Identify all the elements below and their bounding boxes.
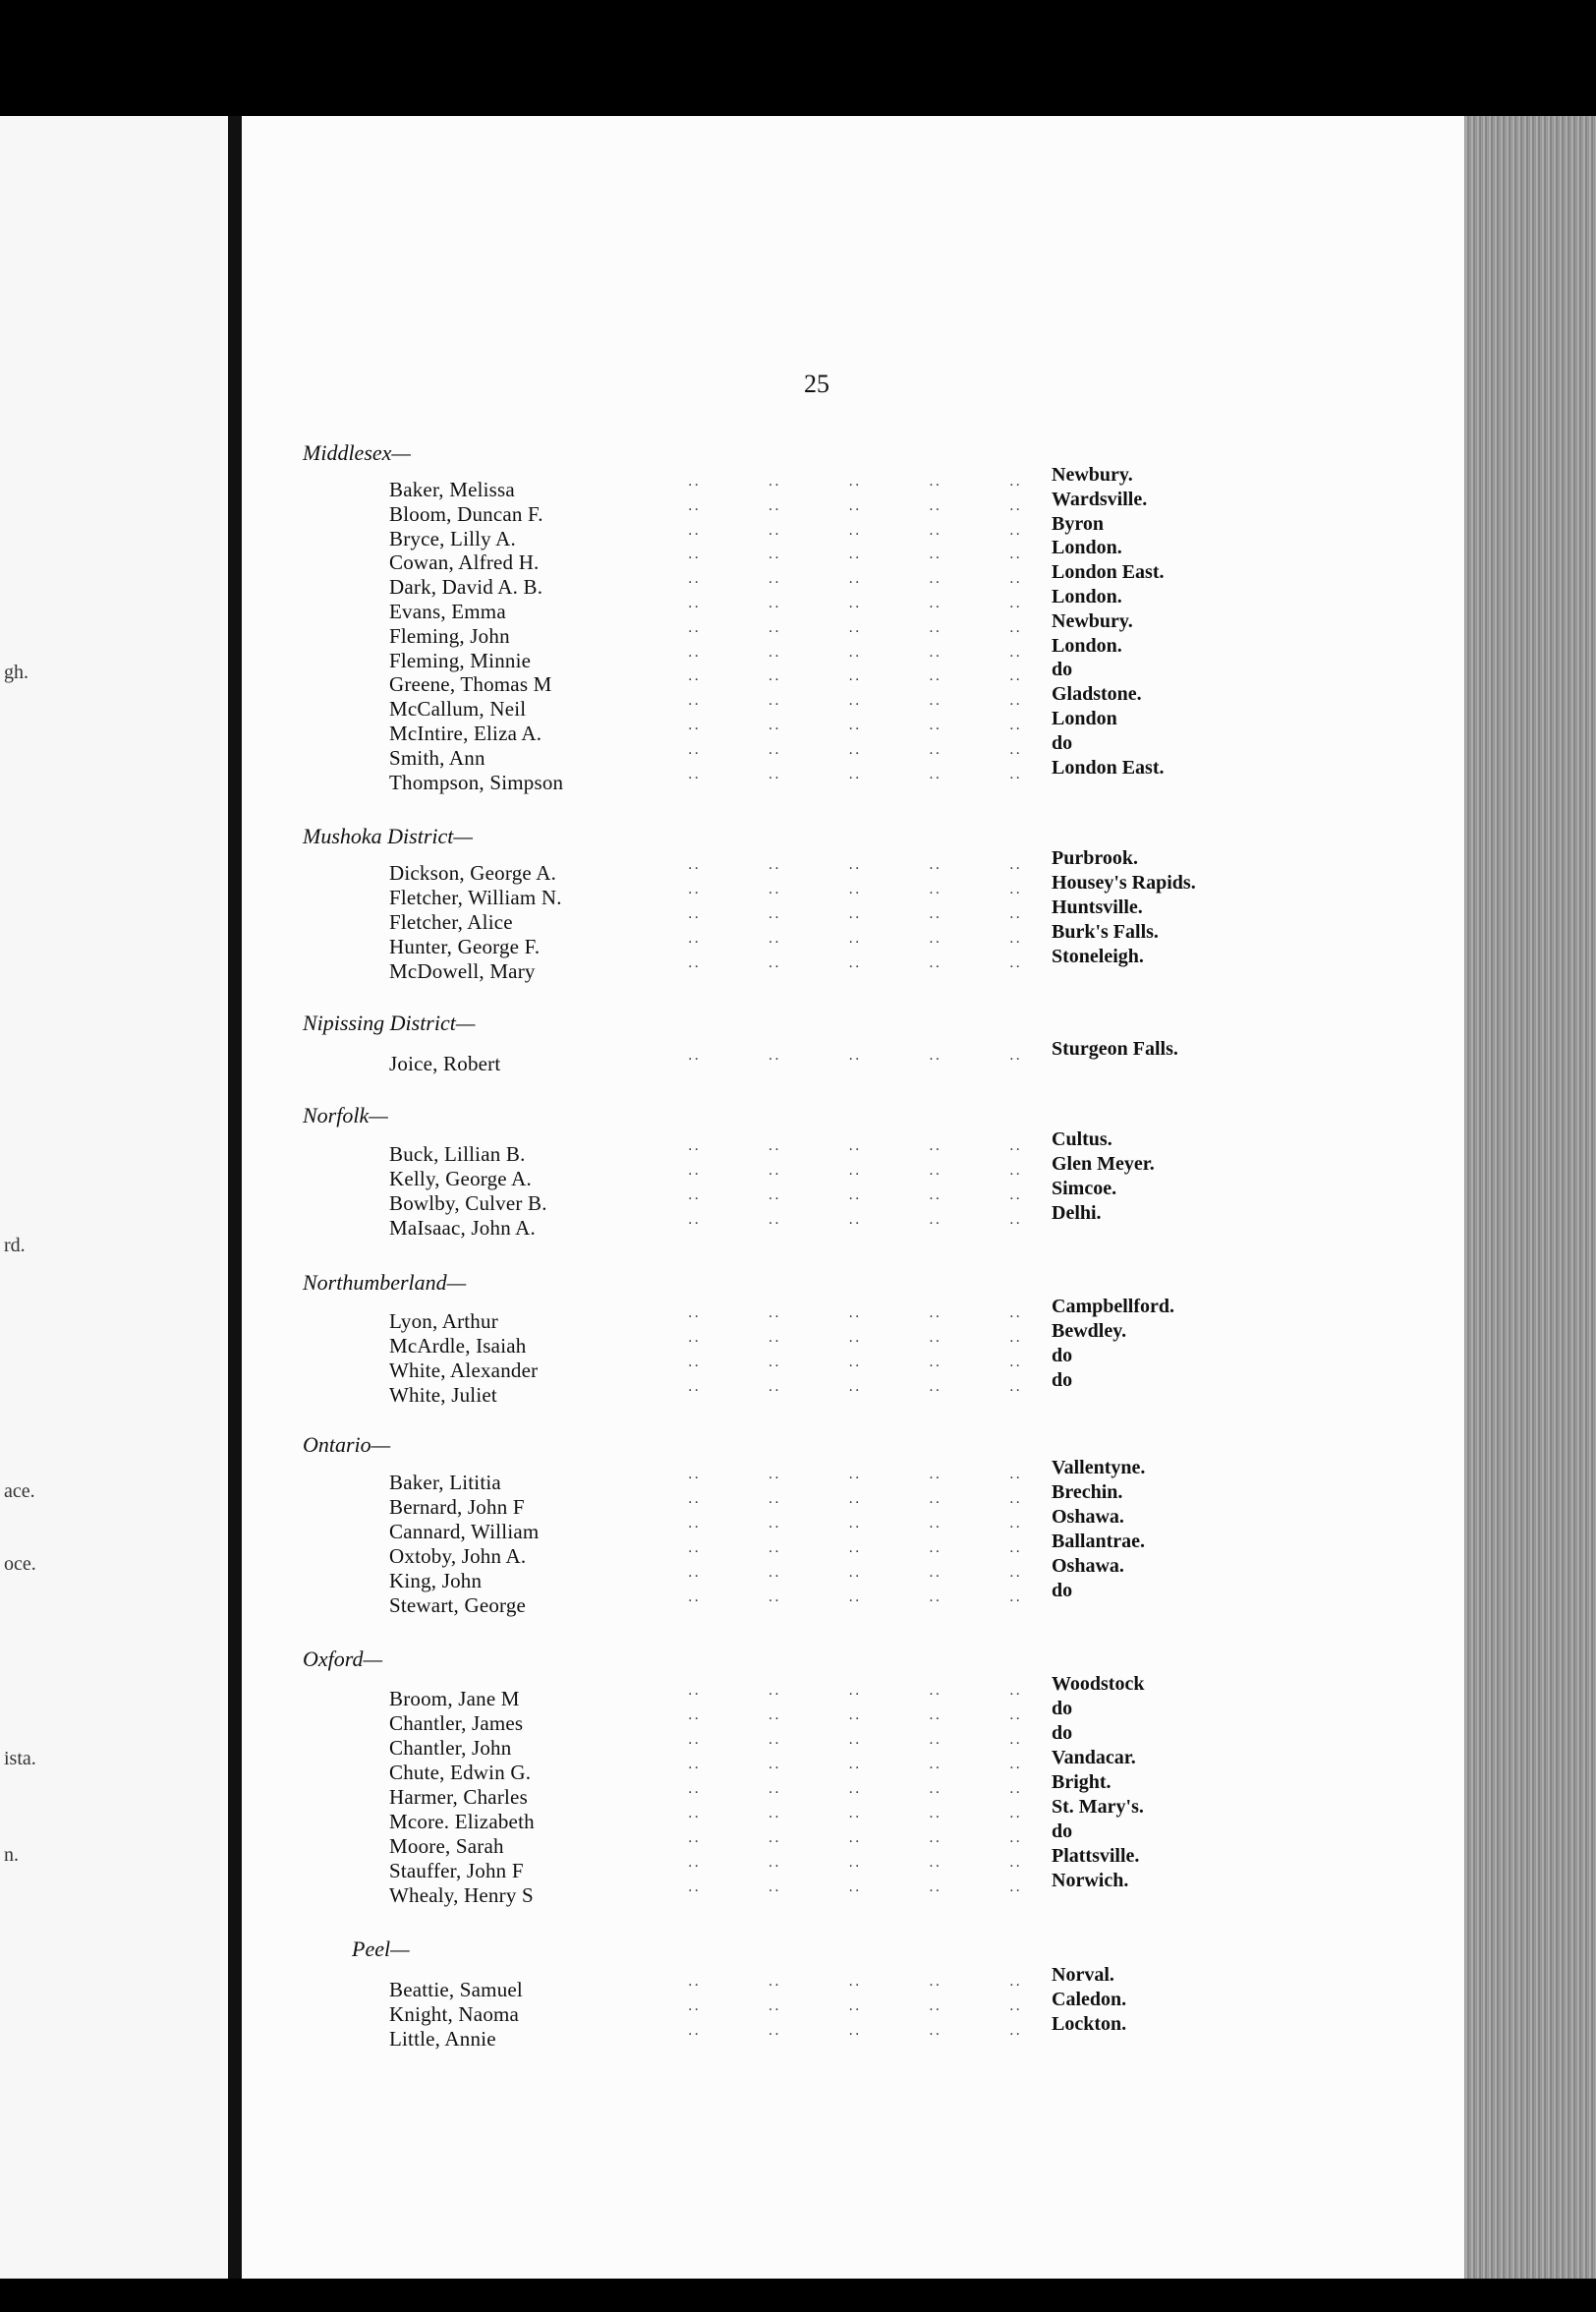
person-name: Joice, Robert (389, 1052, 501, 1075)
person-name: Baker, Lititia (389, 1471, 501, 1494)
person-name: King, John (389, 1569, 483, 1592)
dot-leader: ·· ·· ·· ·· ·· (688, 1383, 1022, 1399)
person-name: Knight, Naoma (389, 2002, 520, 2026)
person-name: Oxtoby, John A. (389, 1544, 527, 1568)
dot-leader: ·· ·· ·· ·· ·· (688, 1593, 1022, 1609)
list-item (0, 1296, 1596, 1334)
dot-leader: ·· ·· ·· ·· ·· (688, 1544, 1022, 1560)
place-name: London (1052, 708, 1117, 729)
place-name: Norval. (1052, 1964, 1114, 1986)
person-name: Chute, Edwin G. (389, 1761, 532, 1784)
person-name: Bowlby, Culver B. (389, 1191, 547, 1215)
dot-leader: ·· ·· ·· ·· ·· (688, 1736, 1022, 1752)
dot-leader: ·· ·· ·· ·· ·· (688, 575, 1022, 592)
person-name: Greene, Thomas M (389, 672, 552, 697)
dot-leader: ·· ·· ·· ·· ·· (688, 861, 1022, 877)
place-name: Caledon. (1052, 1989, 1127, 2010)
person-name: Fletcher, William N. (389, 886, 562, 909)
place-name: London East. (1052, 561, 1165, 584)
place-name: do (1052, 731, 1073, 754)
place-name: Woodstock (1052, 1673, 1145, 1695)
dot-leader: ·· ·· ·· ·· ·· (688, 1883, 1022, 1899)
place-name: do (1052, 1722, 1073, 1744)
dot-leader: ·· ·· ·· ·· ·· (688, 501, 1022, 518)
list-item (0, 464, 1596, 502)
place-name: Glen Meyer. (1052, 1153, 1155, 1175)
person-name: Bloom, Duncan F. (389, 501, 543, 526)
dot-leader: ·· ·· ·· ·· ·· (688, 1167, 1022, 1183)
dot-leader: ·· ·· ·· ·· ·· (688, 1761, 1022, 1776)
person-name: Cannard, William (389, 1520, 540, 1543)
section-heading: Oxford— (303, 1647, 383, 1671)
place-name: Huntsville. (1052, 896, 1143, 918)
place-name: Cultus. (1052, 1128, 1112, 1150)
person-name: Thompson, Simpson (389, 770, 564, 794)
person-name: Dark, David A. B. (389, 575, 543, 600)
place-name: Purbrook. (1052, 847, 1138, 869)
dot-leader: ·· ·· ·· ·· ·· (688, 1216, 1022, 1232)
dot-leader: ·· ·· ·· ·· ·· (688, 526, 1022, 543)
person-name: Cowan, Alfred H. (389, 550, 540, 575)
dot-leader: ·· ·· ·· ·· ·· (688, 550, 1022, 567)
person-name: White, Juliet (389, 1383, 497, 1407)
place-name: Ballantrae. (1052, 1531, 1145, 1552)
place-name: Housey's Rapids. (1052, 872, 1196, 894)
dot-leader: ·· ·· ·· ·· ·· (688, 745, 1022, 762)
place-name: Bewdley. (1052, 1320, 1127, 1342)
person-name: Lyon, Arthur (389, 1309, 498, 1333)
list-item (0, 1128, 1596, 1167)
place-name: do (1052, 1580, 1073, 1601)
dot-leader: ·· ·· ·· ·· ·· (688, 1334, 1022, 1350)
place-name: do (1052, 1345, 1073, 1366)
dot-leader: ·· ·· ·· ·· ·· (688, 935, 1022, 951)
person-name: Stauffer, John F (389, 1859, 524, 1882)
person-name: Chantler, James (389, 1711, 524, 1735)
person-name: Chantler, John (389, 1736, 512, 1760)
place-name: Burk's Falls. (1052, 921, 1159, 943)
section-heading: Middlesex— (303, 440, 411, 465)
person-name: White, Alexander (389, 1358, 539, 1382)
person-name: McArdle, Isaiah (389, 1334, 527, 1358)
section-heading: Norfolk— (303, 1103, 388, 1127)
dot-leader: ·· ·· ·· ·· ·· (688, 2002, 1022, 2018)
left-page-fragment: ace. (4, 1480, 35, 1502)
section-heading: Mushoka District— (303, 824, 473, 848)
place-name: Delhi. (1052, 1202, 1102, 1224)
dot-leader: ·· ·· ·· ·· ·· (688, 1810, 1022, 1825)
section-heading: Nipissing District— (303, 1011, 476, 1035)
list-item (0, 1964, 1596, 2002)
person-name: Buck, Lillian B. (389, 1142, 526, 1166)
place-name: Byron (1052, 512, 1104, 535)
person-name: Broom, Jane M (389, 1687, 520, 1710)
place-name: Gladstone. (1052, 683, 1142, 706)
place-name: Brechin. (1052, 1481, 1123, 1503)
person-name: Hunter, George F. (389, 935, 541, 958)
place-name: Vallentyne. (1052, 1457, 1146, 1478)
dot-leader: ·· ·· ·· ·· ·· (688, 697, 1022, 714)
place-name: Bright. (1052, 1771, 1112, 1793)
person-name: Baker, Melissa (389, 478, 515, 501)
place-name: do (1052, 1369, 1073, 1391)
dot-leader: ·· ·· ·· ·· ·· (688, 672, 1022, 689)
person-name: Bernard, John F (389, 1495, 525, 1519)
list-item (0, 847, 1596, 886)
place-name: Oshawa. (1052, 1555, 1124, 1577)
dot-leader: ·· ·· ·· ·· ·· (688, 910, 1022, 926)
dot-leader: ·· ·· ·· ·· ·· (688, 1978, 1022, 1994)
dot-leader: ·· ·· ·· ·· ·· (688, 1052, 1022, 1068)
page-number: 25 (804, 370, 829, 398)
dot-leader: ·· ·· ·· ·· ·· (688, 623, 1022, 640)
person-name: Fleming, Minnie (389, 648, 532, 672)
place-name: St. Mary's. (1052, 1796, 1144, 1818)
place-name: London. (1052, 586, 1122, 607)
person-name: Evans, Emma (389, 600, 506, 623)
person-name: McIntire, Eliza A. (389, 722, 542, 745)
place-name: Wardsville. (1052, 488, 1148, 510)
person-name: Stewart, George (389, 1593, 527, 1617)
left-page-fragment: gh. (4, 662, 28, 683)
left-page-fragment: n. (4, 1844, 19, 1866)
place-name: Vandacar. (1052, 1747, 1136, 1768)
place-name: do (1052, 1698, 1073, 1719)
place-name: London. (1052, 537, 1122, 559)
dot-leader: ·· ·· ·· ·· ·· (688, 2027, 1022, 2043)
section-heading: Northumberland— (303, 1270, 467, 1295)
dot-leader: ·· ·· ·· ·· ·· (688, 600, 1022, 615)
place-name: Newbury. (1052, 609, 1133, 632)
dot-leader: ·· ·· ·· ·· ·· (688, 1309, 1022, 1325)
left-page-fragment: oce. (4, 1553, 36, 1575)
dot-leader: ·· ·· ·· ·· ·· (688, 1834, 1022, 1850)
dot-leader: ·· ·· ·· ·· ·· (688, 1711, 1022, 1727)
person-name: Mcore. Elizabeth (389, 1810, 535, 1833)
person-name: Fletcher, Alice (389, 910, 513, 934)
dot-leader: ·· ·· ·· ·· ·· (688, 770, 1022, 786)
place-name: London. (1052, 634, 1122, 657)
place-name: do (1052, 659, 1073, 681)
person-name: McCallum, Neil (389, 697, 527, 722)
place-name: Oshawa. (1052, 1506, 1124, 1528)
dot-leader: ·· ·· ·· ·· ·· (688, 1495, 1022, 1511)
place-name: Sturgeon Falls. (1052, 1038, 1178, 1060)
dot-leader: ·· ·· ·· ·· ·· (688, 1191, 1022, 1207)
section-heading: Ontario— (303, 1432, 391, 1457)
person-name: Bryce, Lilly A. (389, 526, 516, 550)
place-name: Lockton. (1052, 2013, 1127, 2035)
dot-leader: ·· ·· ·· ·· ·· (688, 1520, 1022, 1535)
dot-leader: ·· ·· ·· ·· ·· (688, 886, 1022, 901)
list-item (0, 1673, 1596, 1711)
left-page-fragment: rd. (4, 1235, 26, 1256)
person-name: Smith, Ann (389, 745, 485, 770)
place-name: Stoneleigh. (1052, 946, 1144, 967)
dot-leader: ·· ·· ·· ·· ·· (688, 1785, 1022, 1801)
place-name: Simcoe. (1052, 1178, 1117, 1199)
place-name: do (1052, 1821, 1073, 1842)
dot-leader: ·· ·· ·· ·· ·· (688, 1569, 1022, 1585)
list-item (0, 1457, 1596, 1495)
dot-leader: ·· ·· ·· ·· ·· (688, 1142, 1022, 1158)
person-name: Kelly, George A. (389, 1167, 532, 1190)
dot-leader: ·· ·· ·· ·· ·· (688, 959, 1022, 975)
person-name: Beattie, Samuel (389, 1978, 523, 2001)
dot-leader: ·· ·· ·· ·· ·· (688, 1687, 1022, 1703)
person-name: MaIsaac, John A. (389, 1216, 537, 1240)
section-heading: Peel— (352, 1936, 410, 1961)
person-name: Dickson, George A. (389, 861, 557, 885)
place-name: Plattsville. (1052, 1845, 1140, 1867)
person-name: Whealy, Henry S (389, 1883, 534, 1907)
place-name: Newbury. (1052, 464, 1133, 486)
dot-leader: ·· ·· ·· ·· ·· (688, 1358, 1022, 1374)
place-name: Campbellford. (1052, 1296, 1174, 1317)
dot-leader: ·· ·· ·· ·· ·· (688, 722, 1022, 737)
dot-leader: ·· ·· ·· ·· ·· (688, 1471, 1022, 1486)
dot-leader: ·· ·· ·· ·· ·· (688, 648, 1022, 665)
place-name: London East. (1052, 756, 1165, 779)
place-name: Norwich. (1052, 1870, 1129, 1891)
person-name: Harmer, Charles (389, 1785, 528, 1809)
dot-leader: ·· ·· ·· ·· ·· (688, 1859, 1022, 1875)
left-page-fragment: ista. (4, 1748, 36, 1769)
person-name: Little, Annie (389, 2027, 496, 2051)
dot-leader: ·· ·· ·· ·· ·· (688, 478, 1022, 493)
list-item (0, 1038, 1596, 1076)
person-name: McDowell, Mary (389, 959, 536, 983)
person-name: Fleming, John (389, 623, 510, 648)
person-name: Moore, Sarah (389, 1834, 504, 1858)
